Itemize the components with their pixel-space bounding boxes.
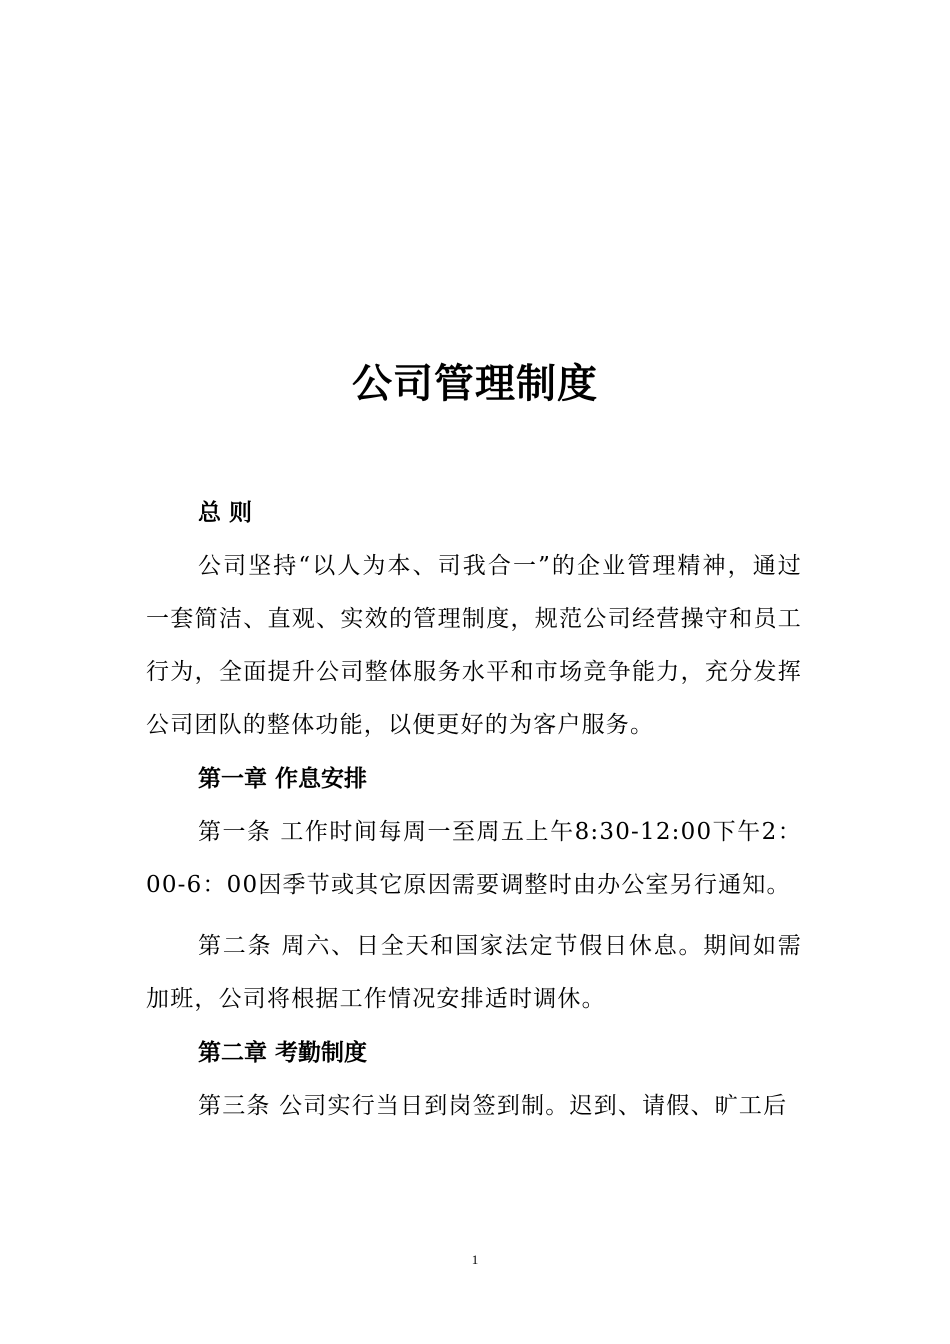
general-paragraph: 公司坚持“以人为本、司我合一”的企业管理精神，通过一套简洁、直观、实效的管理制度，规范公司经营操守和员工行为，全面提升公司整体服务水平和市场竞争能力，充分发挥公司团队的整体功能，以便更好的为客户服务。 xyxy=(146,553,802,738)
chapter-heading-1: 第一章 作息安排 xyxy=(198,766,368,792)
page-number: 1 xyxy=(471,1252,479,1267)
article-1-paragraph: 第一条 工作时间每周一至周五上午8:30-12:00下午2：00-6：00因季节或其它原因需要调整时由办公室另行通知。 xyxy=(146,819,802,898)
chapter-heading-2: 第二章 考勤制度 xyxy=(198,1040,368,1066)
section-heading-general: 总 则 xyxy=(198,500,253,526)
article-3-paragraph: 第三条 公司实行当日到岗签到制。迟到、请假、旷工后 xyxy=(198,1093,788,1119)
document-body xyxy=(146,488,802,1133)
article-2-paragraph: 第二条 周六、日全天和国家法定节假日休息。期间如需加班，公司将根据工作情况安排适时调休。 xyxy=(146,933,802,1012)
document-title: 公司管理制度 xyxy=(352,360,598,407)
